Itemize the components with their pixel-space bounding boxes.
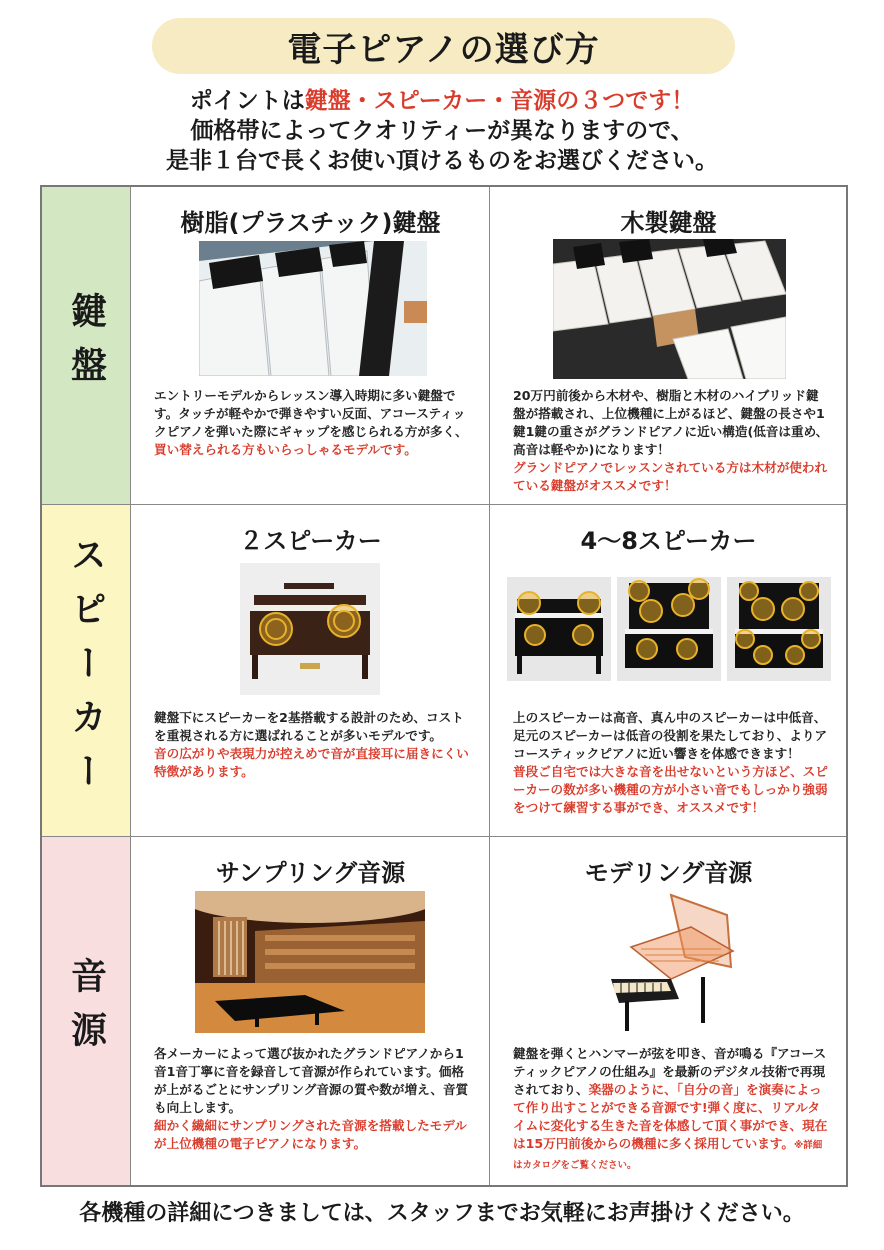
row-label-sound-source: 音源: [42, 837, 131, 1185]
catalog-note: ※詳細はカタログをご覧ください。: [513, 1140, 823, 1171]
cell-description: 20万円前後から木材や、樹脂と木材のハイブリッド鍵盤が搭載され、上位機種に上がるほど、鍵盤の長さや1鍵1鍵の重さがグランドピアノに近い構造(低音は重め、高音は軽やか)になります！ グランドピアノでレッスンされている方は木材が使われている鍵盤がオススメです！: [513, 388, 829, 493]
piano-6-speaker-image: [617, 577, 721, 681]
cell-description: エントリーモデルからレッスン導入時期に多い鍵盤です。タッチが軽やかで弾きやすい反面、アコースティックピアノを弾いた際にギャップを感じられる方が多く、買い替えられる方もいらっしゃるモデルです。: [154, 388, 468, 457]
row-speaker: [42, 505, 846, 837]
piano-2-speaker-image: [240, 563, 380, 695]
cell-2-speakers: [132, 505, 490, 836]
cell-modeling: [491, 837, 846, 1185]
page-title: 電子ピアノの選び方: [152, 18, 735, 74]
cell-wooden-keys: [491, 187, 846, 504]
wooden-keyboard-image: [553, 239, 786, 379]
cell-title: モデリング音源: [584, 859, 753, 887]
cell-plastic-keys: [132, 187, 490, 504]
row-label-speaker: スピーカー: [42, 505, 131, 836]
footer-message: 各機種の詳細につきましては、スタッフまでお気軽にお声掛けください。: [79, 1201, 805, 1226]
row-sound-source: [42, 837, 846, 1185]
intro: [0, 86, 884, 176]
concert-hall-image: [195, 891, 425, 1033]
intro-line-3: 是非１台で長くお使い頂けるものをお選びください。: [166, 148, 718, 174]
intro-line-1: ポイントは鍵盤・スピーカー・音源の３つです！: [189, 88, 695, 114]
piano-4-speaker-image: [507, 577, 611, 681]
cell-title: サンプリング音源: [215, 859, 406, 887]
cell-sampling: [132, 837, 490, 1185]
cell-title: 樹脂(プラスチック)鍵盤: [180, 209, 441, 237]
intro-highlight: 鍵盤・スピーカー・音源の３つです！: [304, 88, 695, 114]
cell-title: 4～8スピーカー: [580, 527, 757, 555]
plastic-keyboard-image: [199, 241, 427, 376]
row-label-keyboard: 鍵盤: [42, 187, 131, 504]
cell-description: 各メーカーによって選び抜かれたグランドピアノから1音1音丁寧に音を録音して音源が作られています。価格が上がるごとにサンプリング音源の質や数が増え、音質も向上します。 細かく繊細にサンプリングされた音源を搭載したモデルが上位機種の電子ピアノになります。: [154, 1046, 469, 1151]
piano-8-speaker-image: [727, 577, 831, 681]
cell-description: 鍵盤下にスピーカーを2基搭載する設計のため、コストを重視される方に選ばれることが多いモデルです。 音の広がりや表現力が控えめで音が直接耳に届きにくい特徴があります。: [154, 710, 469, 779]
cell-title: ２スピーカー: [239, 527, 382, 555]
intro-line-2: 価格帯によってクオリティーが異なりますので、: [190, 118, 694, 144]
cell-description: 上のスピーカーは高音、真ん中のスピーカーは中低音、足元のスピーカーは低音の役割を果たしており、よりアコースティックピアノに近い響きを体感できます！ 普段ご自宅では大きな音を出せないという方ほど、スピーカーの数が多い機種の方が小さい音でもしっかり強弱をつけて練習する事ができ、オススメです！: [513, 710, 828, 815]
cell-4-8-speakers: [491, 505, 846, 836]
row-keyboard: [42, 187, 846, 505]
grand-piano-cutaway-image: [601, 887, 741, 1037]
cell-title: 木製鍵盤: [620, 209, 717, 237]
cell-description: 鍵盤を弾くとハンマーが弦を叩き、音が鳴る『アコースティックピアノの仕組み』を最新のデジタル技術で再現されており、楽器のように、「自分の音」を演奏によって作り出すことができる音源です!弾く度に、リアルタイムに変化する生きた音を体感して頂く事ができ、現在は15万円前後からの機種に多く採用しています。※詳細はカタログをご覧ください。: [513, 1046, 828, 1171]
comparison-table: [40, 185, 848, 1187]
